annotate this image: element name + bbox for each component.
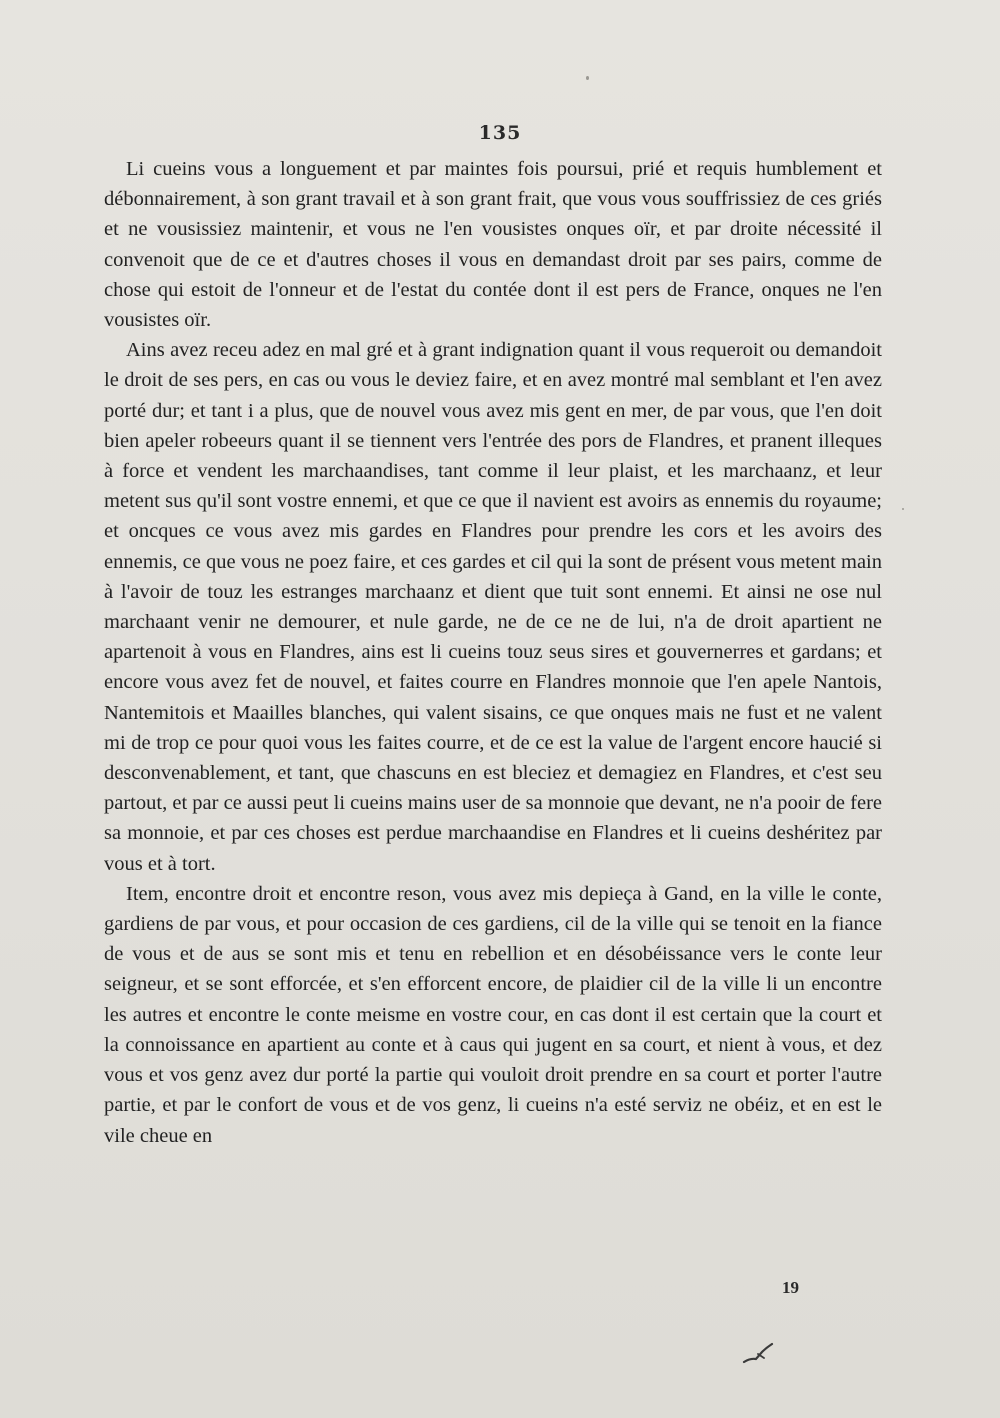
body-text bbox=[104, 154, 882, 1151]
paragraph-3: Item, encontre droit et encontre reson, vous avez mis depieça à Gand, en la ville le conte, gardiens de par vous, et pour occasion de ces gardiens, cil de la ville qui se tenoit en la fiance de vous et de aus se sont mis et tenu en rebellion et en désobéissance vers le conte leur seigneur, et se sont efforcée, et s'en efforcent encore, de plaidier cil de la ville li un encontre les autres et encontre le conte meisme en vostre cour, en cas dont il est certain que la court et la connoissance en apartient au conte et à caus qui jugent en sa court, et nient à vous, et dez vous et vos genz avez dur porté la partie qui vouloit droit prendre en sa court et porter l'autre partie, et par le confort de vous et de vos genz, li cueins n'a esté serviz ne obéiz, et en est le vile cheue en bbox=[104, 882, 882, 1147]
page-number: 135 bbox=[478, 122, 522, 144]
pencil-mark-icon bbox=[740, 1338, 780, 1368]
paper-speck bbox=[586, 76, 589, 80]
paragraph-1: Li cueins vous a longuement et par maintes fois poursui, prié et requis humblement et débonnairement, à son grant travail et à son grant frait, que vous vous souffrissiez de ces griés et ne vousissiez maintenir, et vous ne l'en vousistes onques oïr, et par droite nécessité il convenoit que de ce et d'autres choses il vous en demandast droit par ses pairs, comme de chose qui estoit de l'onneur et de l'estat du contée dont il est pers de France, onques ne l'en vousistes oïr. bbox=[104, 158, 882, 332]
paragraph-2: Ains avez receu adez en mal gré et à grant indignation quant il vous requeroit ou demandoit le droit de ses pers, en cas ou vous le deviez faire, et en avez montré mal semblant et l'en avez porté dur; et tant i a plus, que de nouvel vous avez mis gent en mer, de par vous, que l'en doit bien apeler robeeurs quant il se tiennent vers l'entrée des pors de Flandres, et pranent illeques à force et vendent les marchaandises, tant comme il leur plaist, et les marchaanz, et leur metent sus qu'il sont vostre ennemi, et que ce que il navient est avoirs as ennemis du royaume; et oncques ce vous avez mis gardes en Flandres pour prendre les cors et les avoirs des ennemis, ce que vous ne poez faire, et ces gardes et cil qui la sont de présent vous metent main à l'avoir de touz les estranges marchaanz et dient que tuit sont ennemi. Et ainsi ne ose nul marchaant venir ne demourer, et nule garde, ne de ce ne de lui, n'a de droit apartient ne apartenoit à vous en Flandres, ains est li cueins touz seus sires et gouvernerres et gardans; et encore vous avez fet de nouvel, et faites courre en Flandres monnoie que l'en apele Nantois, Nantemitois et Maailles blanches, qui valent sisains, ce que onques mais ne fust et ne valent mi de trop ce pour quoi vous les faites courre, et de ce est la value de l'argent encore haucié si desconvenablement, et tant, que chascuns en est bleciez et demagiez en Flandres, et c'est seu partout, et par ce aussi peut li cueins mains user de sa monnoie que devant, ne n'a pooir de fere sa monnoie, et par ces choses est perdue marchaandise en Flandres et li cueins deshéritez par vous et à tort. bbox=[104, 339, 882, 875]
paper-speck bbox=[902, 508, 904, 510]
signature-mark: 19 bbox=[782, 1278, 799, 1297]
